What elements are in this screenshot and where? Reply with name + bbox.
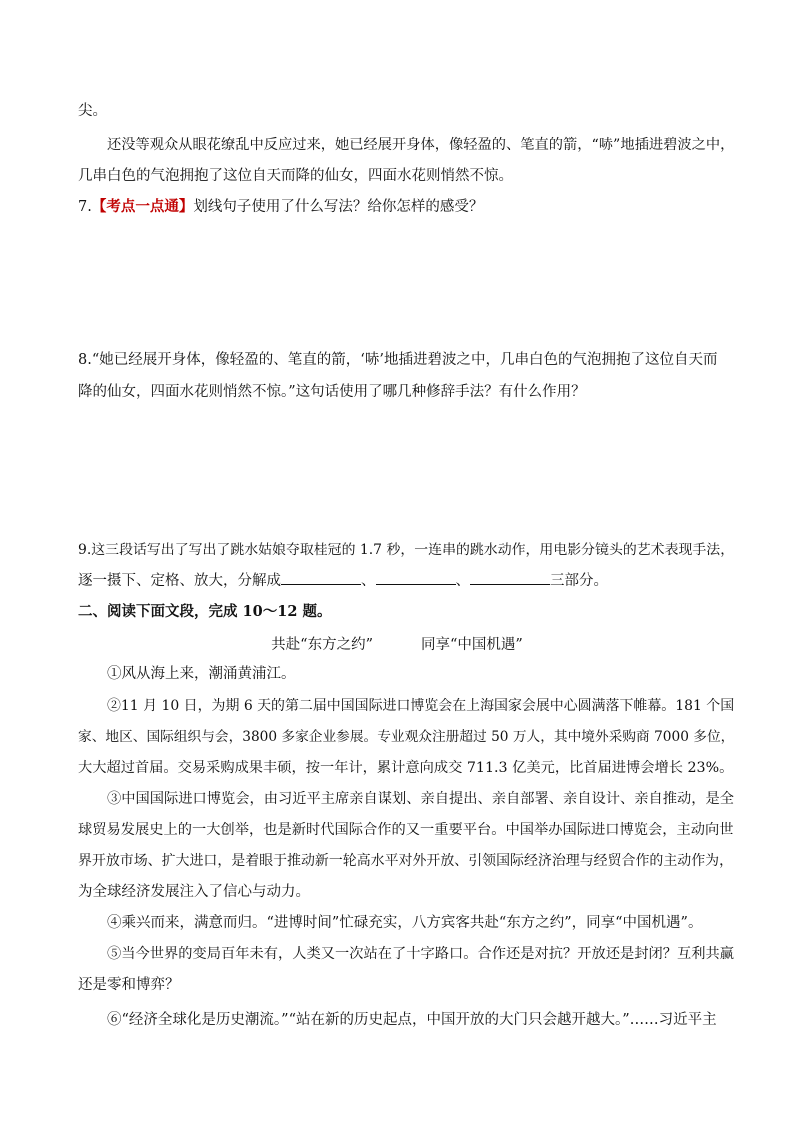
question-text: 划线句子使用了什么写法？给你怎样的感受？ — [193, 199, 484, 215]
question-8-line1: 8.“她已经展开身体，像轻盈的、笔直的箭，‘哧’地插进碧波之中，几串白色的气泡拥抱了这位自天而 — [78, 352, 718, 368]
paragraph-3: 为全球经济发展注入了信心与动力。 — [78, 884, 310, 900]
question-text: 三部分。 — [550, 573, 608, 589]
separator: 、 — [455, 573, 470, 589]
text-line: 几串白色的气泡拥抱了这位自天而降的仙女，四面水花则悄然不惊。 — [78, 168, 513, 184]
paragraph-4: ④乘兴而来，满意而归。“进博时间”忙碌充实，八方宾客共赴“东方之约”，同享“中国机遇”。 — [107, 915, 703, 931]
separator: 、 — [361, 573, 376, 589]
question-9-line1: 9.这三段话写出了写出了跳水姑娘夺取桂冠的 1.7 秒，一连串的跳水动作，用电影分镜头的艺术表现手法， — [78, 542, 735, 558]
question-number: 7. — [78, 199, 92, 215]
title-left: 共赴“东方之约” — [271, 637, 373, 653]
paragraph-6: ⑥“经济全球化是历史潮流。”“站在新的历史起点，中国开放的大门只会越开越大。”……习近平主 — [107, 1012, 717, 1028]
section-heading: 二、阅读下面文段，完成 10～12 题。 — [78, 603, 332, 620]
question-8-line2: 降的仙女，四面水花则悄然不惊。”这句话使用了哪几种修辞手法？有什么作用？ — [78, 384, 586, 400]
text-line: 还没等观众从眼花缭乱中反应过来，她已经展开身体，像轻盈的、笔直的箭，“哧”地插进碧波之中， — [107, 137, 735, 153]
paragraph-3: 球贸易发展史上的一大创举，也是新时代国际合作的又一重要平台。中国举办国际进口博览会，主动向世 — [78, 822, 734, 838]
paragraph-5: 还是零和博弈？ — [78, 977, 180, 993]
paragraph-3: ③中国国际进口博览会，由习近平主席亲自谋划、亲自提出、亲自部署、亲自设计、亲自推动，是全 — [107, 791, 735, 807]
text-line: 尖。 — [78, 103, 107, 119]
paragraph-2: ②11 月 10 日，为期 6 天的第二届中国国际进口博览会在上海国家会展中心圆满落下帷幕。181 个国 — [107, 698, 735, 714]
question-text: 逐一摄下、定格、放大，分解成 — [78, 573, 281, 589]
answer-blank[interactable] — [376, 571, 456, 585]
paragraph-2: 大大超过首届。交易采购成果丰硕，按一年计，累计意向成交 711.3 亿美元，比首届进博会增长 23%。 — [78, 760, 734, 776]
paragraph-2: 家、地区、国际组织与会，3800 多家企业参展。专业观众注册超过 50 万人，其中境外采购商 7000 多位， — [78, 729, 735, 745]
answer-blank[interactable] — [281, 571, 361, 585]
paragraph-3: 界开放市场、扩大进口，是着眼于推动新一轮高水平对外开放、引领国际经济治理与经贸合作的主动作为， — [78, 853, 734, 869]
paragraph-5: ⑤当今世界的变局百年未有，人类又一次站在了十字路口。合作还是对抗？开放还是封闭？互利共赢 — [107, 946, 735, 962]
answer-blank[interactable] — [470, 571, 550, 585]
paragraph-1: ①风从海上来，潮涌黄浦江。 — [107, 666, 296, 682]
title-right: 同享“中国机遇” — [421, 637, 523, 653]
question-7 — [78, 197, 483, 217]
question-9-line2 — [78, 571, 608, 591]
article-title — [0, 633, 794, 654]
key-point-tag: 【考点一点通】 — [91, 198, 194, 215]
